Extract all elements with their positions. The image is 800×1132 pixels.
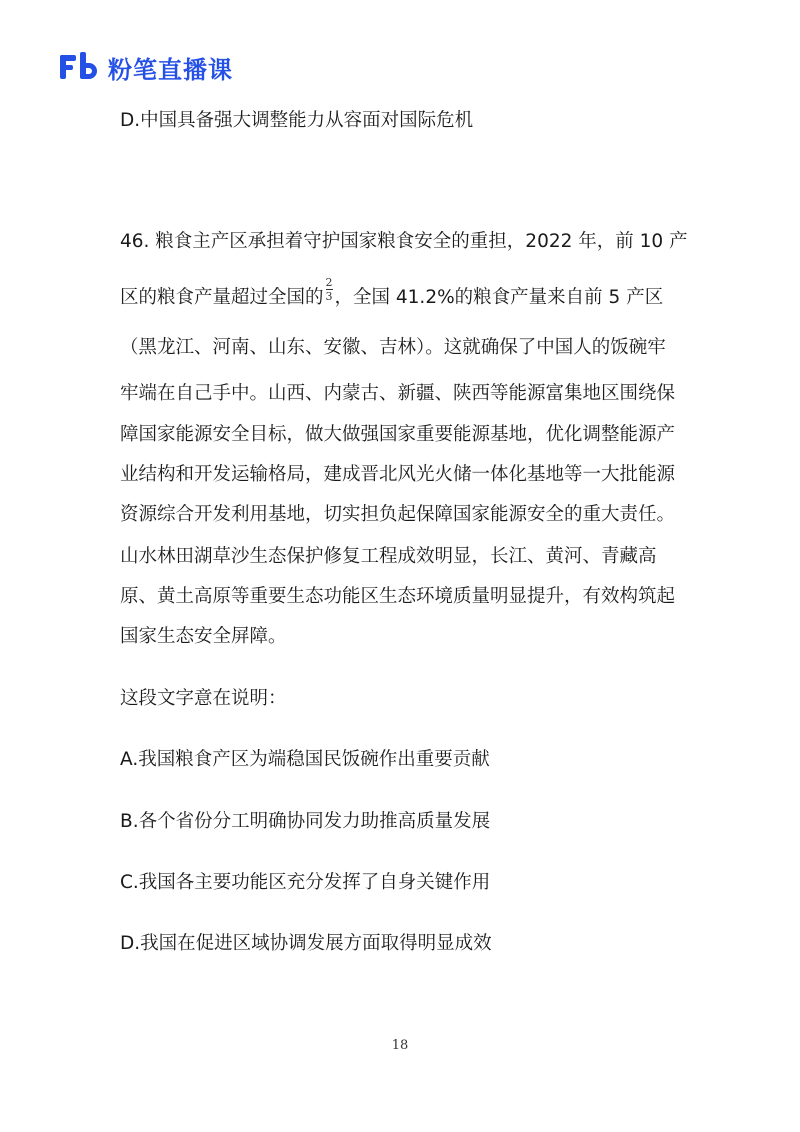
question-line-8: 山水林田湖草沙生态保护修复工程成效明显，长江、黄河、青藏高 [120, 546, 657, 567]
page-number: 18 [391, 1038, 409, 1053]
question-line-2-start: 区的粮食产量超过全国的 [120, 287, 324, 308]
question-line-9: 原、黄土高原等重要生态功能区生态环境质量明显提升，有效构筑起 [120, 586, 676, 607]
previous-option-d: D.中国具备强大调整能力从容面对国际危机 [120, 110, 474, 131]
question-prompt: 这段文字意在说明： [120, 688, 287, 709]
question-line-10: 国家生态安全屏障。 [120, 626, 287, 647]
question-line-4: 牢端在自己手中。山西、内蒙古、新疆、陕西等能源富集地区围绕保 [120, 383, 676, 404]
question-line-2 [120, 276, 664, 311]
brand-text: 粉笔直播课 [108, 55, 233, 84]
fraction-two-thirds [326, 277, 333, 303]
question-line-7: 资源综合开发利用基地，切实担负起保障国家能源安全的重大责任。 [120, 504, 676, 525]
option-a: A.我国粮食产区为端稳国民饭碗作出重要贡献 [120, 749, 490, 770]
question-line-1: 46. 粮食主产区承担着守护国家粮食安全的重担，2022 年，前 10 产 [120, 231, 688, 252]
brand-logo [60, 50, 233, 84]
question-line-3: （黑龙江、河南、山东、安徽、吉林）。这就确保了中国人的饭碗牢 [120, 337, 666, 358]
fraction-numerator: 2 [325, 276, 333, 289]
question-line-6: 业结构和开发运输格局，建成晋北风光火储一体化基地等一大批能源 [120, 464, 676, 485]
question-line-5: 障国家能源安全目标，做大做强国家重要能源基地，优化调整能源产 [120, 424, 676, 445]
fb-logo-icon [60, 52, 100, 82]
option-b: B.各个省份分工明确协同发力助推高质量发展 [120, 811, 491, 832]
fraction-denominator: 3 [325, 290, 333, 303]
option-d: D.我国在促进区域协调发展方面取得明显成效 [120, 933, 492, 954]
option-c: C.我国各主要功能区充分发挥了自身关键作用 [120, 872, 491, 893]
question-line-2-end: ，全国 41.2%的粮食产量来自前 5 产区 [334, 287, 664, 308]
